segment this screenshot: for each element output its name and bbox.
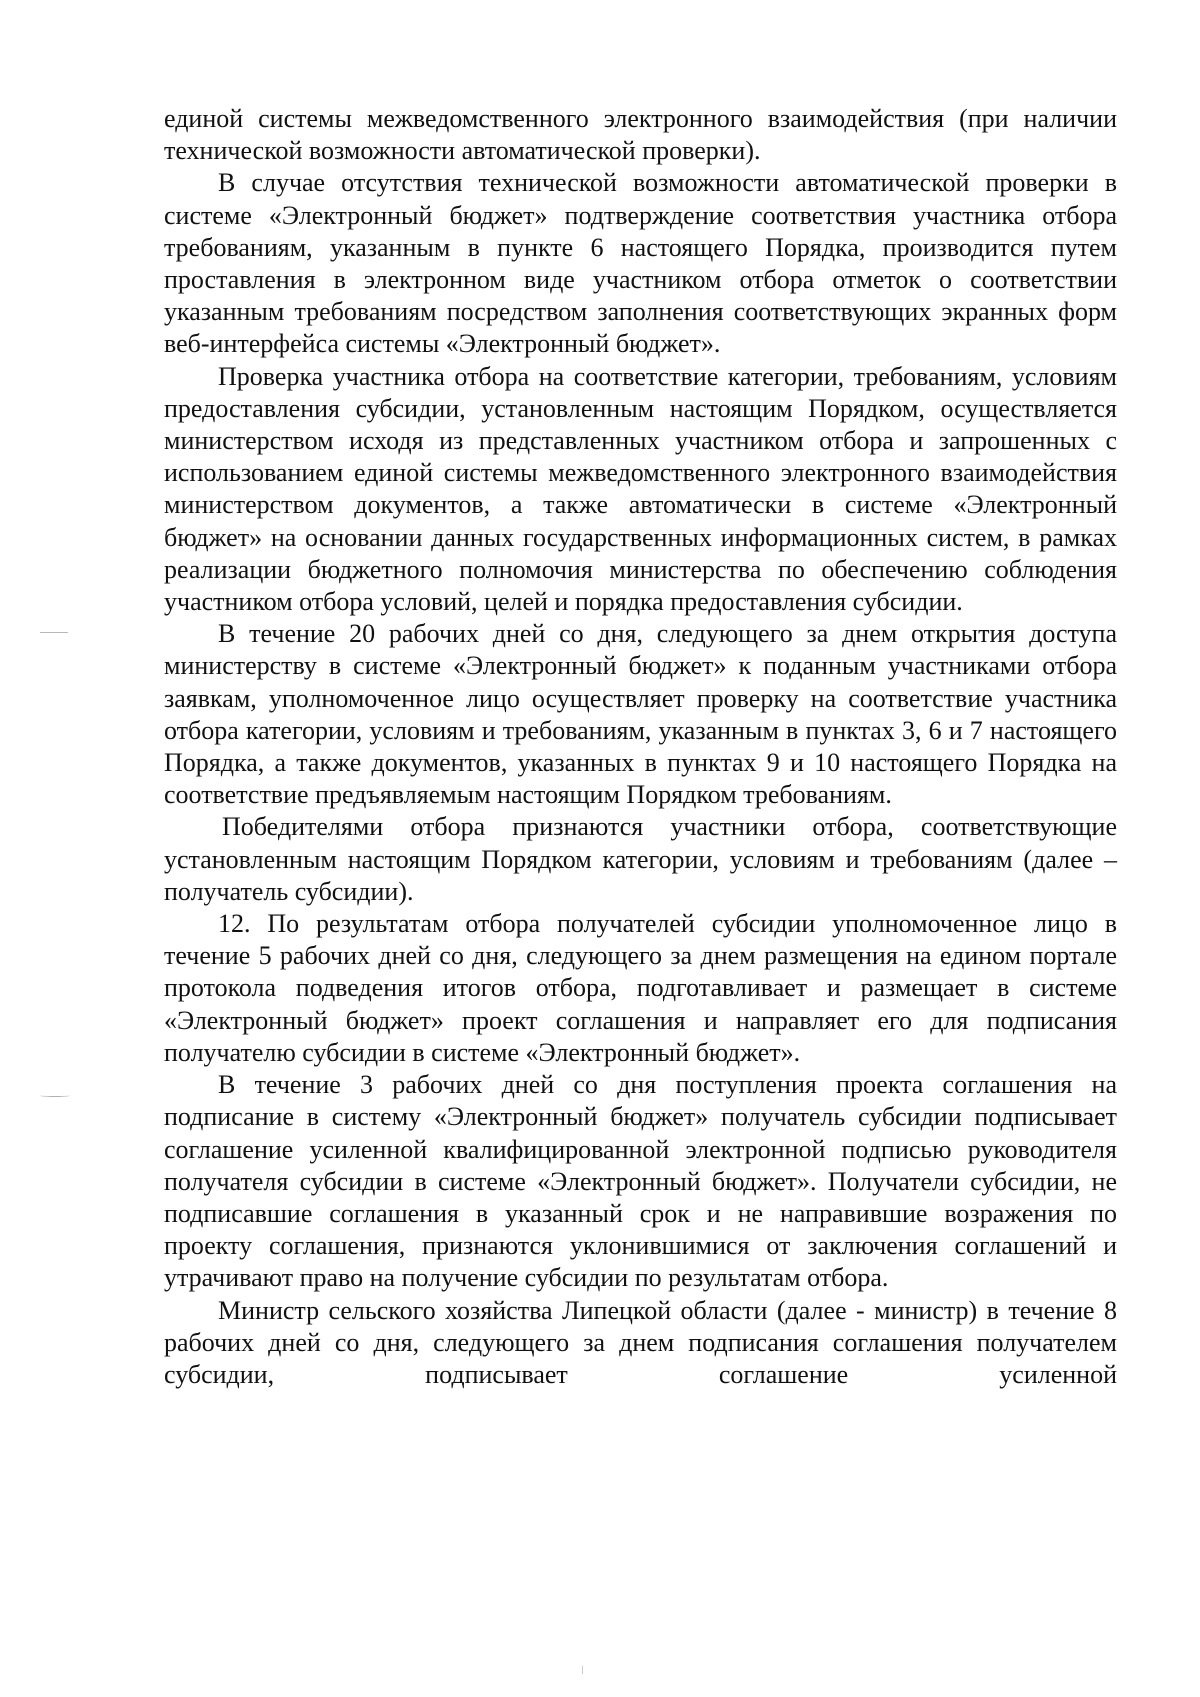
paragraph-8: Министр сельского хозяйства Липецкой области (далее - министр) в течение 8 рабочих дней со дня, следующего за днем подписания соглашения получателем субсидии, подписывает соглашение усиленной [164, 1295, 1117, 1389]
paragraph-6: 12. По результатам отбора получателей субсидии уполномоченное лицо в течение 5 рабочих дней со дня, следующего за днем размещения на едином портале протокола подведения итогов отбора, подготавливает и размещает в системе «Электронный бюджет» проект соглашения и направляет его для подписания получателю субсидии в системе «Электронный бюджет». [164, 909, 1117, 1067]
paragraph-7: В течение 3 рабочих дней со дня поступления проекта соглашения на подписание в систему «Электронный бюджет» получатель субсидии подписывает соглашение усиленной квалифицированной электронной подписью руководителя получателя субсидии в системе «Электронный бюджет». Получатели субсидии, не подписавшие соглашения в указанный срок и не направившие возражения по проекту соглашения, признаются уклонившимися от заключения соглашений и утрачивают право на получение субсидии по результатам отбора. [164, 1070, 1117, 1293]
paragraph-3: Проверка участника отбора на соответствие категории, требованиям, условиям предоставления субсидии, установленным настоящим Порядком, осуществляется министерством исходя из представленных участником отбора и запрошенных с использованием единой системы межведомственного электронного взаимодействия министерством документов, а также автоматически в системе «Электронный бюджет» на основании данных государственных информационных систем, в рамках реализации бюджетного полномочия министерства по обеспечению соблюдения участником отбора условий, целей и порядка предоставления субсидии. [164, 361, 1117, 617]
scan-artifact-mark [582, 1666, 583, 1674]
scan-artifact-mark [40, 1094, 70, 1097]
paragraph-1: единой системы межведомственного электронного взаимодействия (при наличии технической возможности автоматической проверки). [164, 104, 1117, 166]
paragraph-4: В течение 20 рабочих дней со дня, следующего за днем открытия доступа министерству в системе «Электронный бюджет» к поданным участниками отбора заявкам, уполномоченное лицо осуществляет проверку на соответствие участника отбора категории, условиям и требованиям, указанным в пунктах 3, 6 и 7 настоящего Порядка, а также документов, указанных в пунктах 9 и 10 настоящего Порядка на соответствие предъявляемым настоящим Порядком требованиям. [164, 619, 1117, 810]
paragraph-5: Победителями отбора признаются участники отбора, соответствующие установленным настоящим Порядком категории, условиям и требованиям (далее – получатель субсидии). [164, 812, 1117, 906]
paragraph-2: В случае отсутствия технической возможности автоматической проверки в системе «Электронный бюджет» подтверждение соответствия участника отбора требованиям, указанным в пункте 6 настоящего Порядка, производится путем проставления в электронном виде участником отбора отметок о соответствии указанным требованиям посредством заполнения соответствующих экранных форм веб-интерфейса системы «Электронный бюджет». [164, 168, 1117, 359]
document-body [164, 103, 1117, 1391]
scan-artifact-mark [40, 632, 68, 633]
